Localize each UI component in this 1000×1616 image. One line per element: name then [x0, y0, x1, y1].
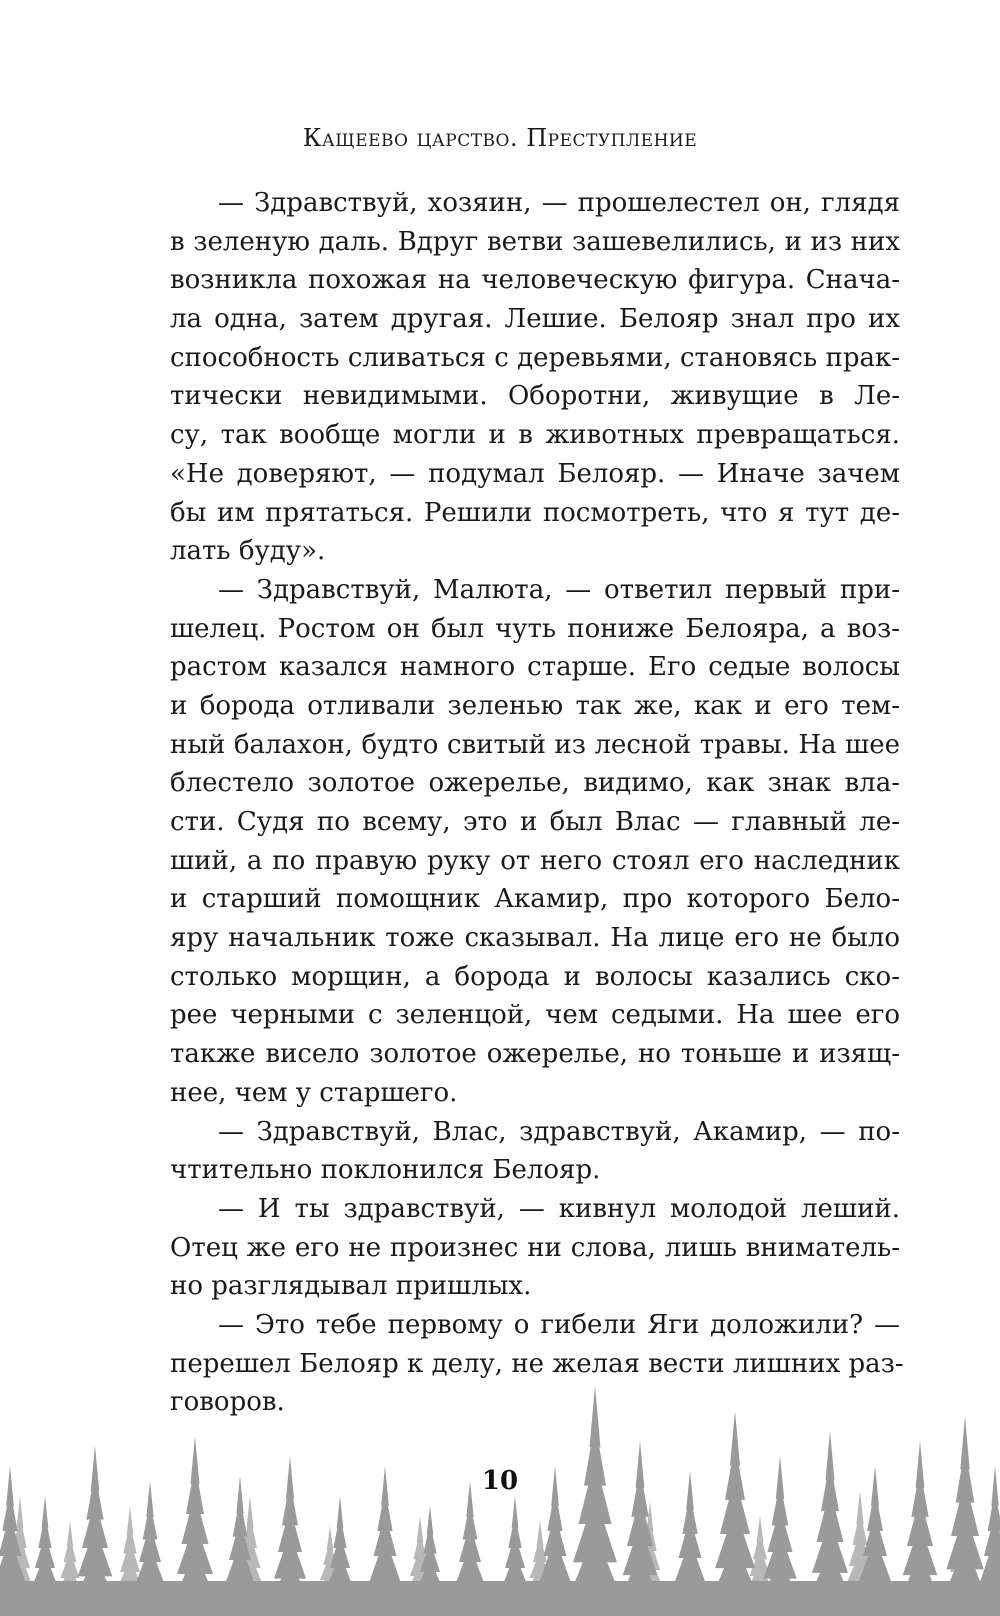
page-number: 10: [481, 1466, 519, 1496]
text-line: перешел Белояр к делу, не желая вести лишних раз-: [170, 1348, 904, 1379]
text-line: растом казался намного старше. Его седые волосы: [170, 652, 900, 683]
text-line: но разглядывал пришлых.: [170, 1271, 532, 1302]
text-line: лать буду».: [170, 536, 326, 567]
text-line: ший, а по правую руку от него стоял его наследник: [170, 845, 900, 876]
text-line: бы им прятаться. Решили посмотреть, что я тут де-: [170, 497, 900, 528]
text-line: и борода отливали зеленью так же, как и его тем-: [170, 690, 900, 721]
text-line: чтительно поклонился Белояр.: [170, 1155, 601, 1186]
body-text: [170, 184, 904, 1422]
text-line: — И ты здравствуй, — кивнул молодой леший.: [218, 1193, 900, 1224]
text-line: — Здравствуй, Малюта, — ответил первый при-: [218, 574, 900, 605]
text-line: — Здравствуй, Влас, здравствуй, Акамир, — по-: [218, 1116, 900, 1147]
text-line: блестело золотое ожерелье, видимо, как знак вла-: [170, 768, 900, 799]
text-line: нее, чем у старшего.: [170, 1077, 458, 1108]
text-line: говоров.: [170, 1387, 285, 1418]
text-line: столько морщин, а борода и волосы казались ско-: [170, 961, 900, 992]
text-line: сти. Судя по всему, это и был Влас — главный ле-: [170, 807, 900, 837]
text-line: возникла похожая на человеческую фигура. Снача-: [170, 265, 900, 296]
text-line: тически невидимыми. Оборотни, живущие в Ле-: [170, 381, 900, 412]
text-line: «Не доверяют, — подумал Белояр. — Иначе зачем: [170, 458, 900, 489]
ground-strip: [0, 1581, 1000, 1616]
text-line: в зеленую даль. Вдруг ветви зашевелились, и из них: [170, 226, 900, 257]
text-line: Отец же его не произнес ни слова, лишь вниматель-: [170, 1232, 900, 1263]
text-line: ла одна, затем другая. Лешие. Белояр знал про их: [170, 304, 900, 335]
forest-silhouette-illustration: [0, 1376, 1000, 1616]
running-head-title: Кащеево царство. Преступление: [302, 124, 698, 152]
text-line: рее черными с зеленцой, чем седыми. На шее его: [170, 1000, 900, 1031]
text-line: — Здравствуй, хозяин, — прошелестел он, глядя: [218, 188, 900, 218]
text-line: и старший помощник Акамир, про которого Бело-: [170, 884, 900, 915]
text-line: шелец. Ростом он был чуть пониже Белояра, а воз-: [170, 613, 900, 644]
text-line: также висело золотое ожерелье, но тоньше и изящ-: [170, 1039, 900, 1070]
text-line: способность сливаться с деревьями, становясь прак-: [170, 342, 900, 373]
text-line: су, так вообще могли и в животных превращаться.: [170, 420, 900, 451]
text-line: ный балахон, будто свитый из лесной травы. На шее: [170, 729, 900, 760]
text-line: — Это тебе первому о гибели Яги доложили? —: [218, 1309, 900, 1340]
text-line: яру начальник тоже сказывал. На лице его не было: [170, 923, 900, 954]
